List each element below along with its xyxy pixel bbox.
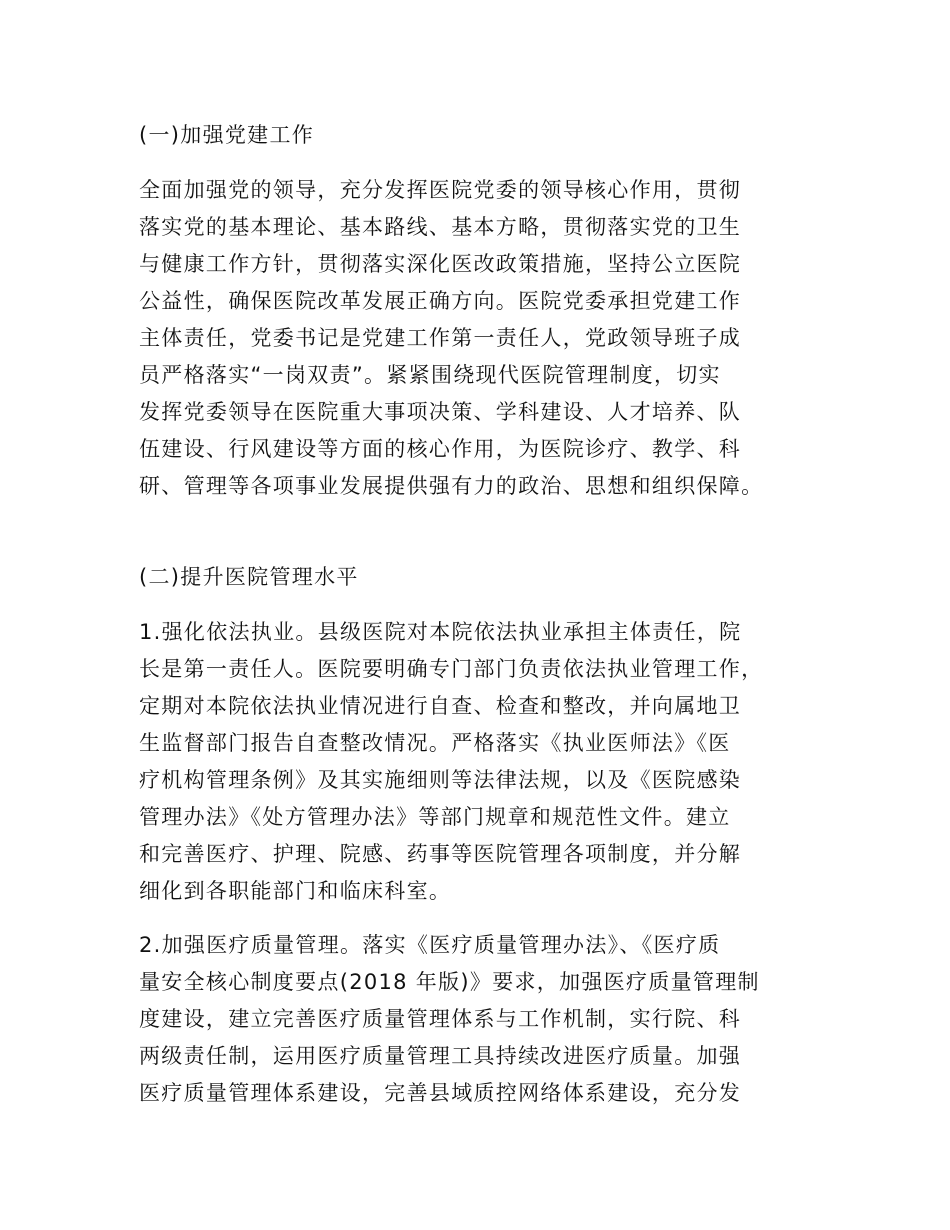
paragraph-line: 2.加强医疗质量管理。落实《医疗质量管理办法》、《医疗质 <box>139 933 721 957</box>
section-heading <box>139 562 839 592</box>
paragraph-line: 生监督部门报告自查整改情况。严格落实《执业医师法》《医 <box>139 731 731 755</box>
paragraph-line: 疗机构管理条例》及其实施细则等法律法规，以及《医院感染 <box>139 768 742 792</box>
paragraph-line: 长是第一责任人。医院要明确专门部门负责依法执业管理工作， <box>139 657 764 681</box>
paragraph-line: 与健康工作方针，贯彻落实深化医改政策措施，坚持公立医院 <box>139 252 742 276</box>
section-heading <box>139 120 839 150</box>
paragraph-line: 医疗质量管理体系建设，完善县域质控网络体系建设，充分发 <box>139 1081 742 1105</box>
paragraph-line: 落实党的基本理论、基本路线、基本方略，贯彻落实党的卫生 <box>139 215 742 239</box>
paragraph <box>139 614 839 910</box>
paragraph-line: 全面加强党的领导，充分发挥医院党委的领导核心作用，贯彻 <box>139 178 742 202</box>
section-heading-text: (二)提升医院管理水平 <box>139 565 359 589</box>
paragraph-line: 研、管理等各项事业发展提供强有力的政治、思想和组织保障。 <box>139 474 764 498</box>
paragraph-line: 管理办法》《处方管理办法》等部门规章和规范性文件。建立 <box>139 805 731 829</box>
section-heading-text: (一)加强党建工作 <box>139 123 315 147</box>
paragraph <box>139 172 839 505</box>
paragraph-line: 员严格落实“一岗双责”。紧紧围绕现代医院管理制度，切实 <box>139 363 721 387</box>
paragraph-line: 定期对本院依法执业情况进行自查、检查和整改，并向属地卫 <box>139 694 742 718</box>
paragraph-line: 量安全核心制度要点(2018 年版)》要求，加强医疗质量管理制 <box>139 970 760 994</box>
paragraph-line: 发挥党委领导在医院重大事项决策、学科建设、人才培养、队 <box>139 400 742 424</box>
paragraph-line: 两级责任制，运用医疗质量管理工具持续改进医疗质量。加强 <box>139 1044 742 1068</box>
paragraph-line: 细化到各职能部门和临床科室。 <box>139 879 452 903</box>
paragraph <box>139 927 839 1112</box>
paragraph-line: 1.强化依法执业。县级医院对本院依法执业承担主体责任，院 <box>139 620 742 644</box>
paragraph-line: 伍建设、行风建设等方面的核心作用，为医院诊疗、教学、科 <box>139 437 742 461</box>
paragraph-line: 主体责任，党委书记是党建工作第一责任人，党政领导班子成 <box>139 326 742 350</box>
paragraph-line: 和完善医疗、护理、院感、药事等医院管理各项制度，并分解 <box>139 842 742 866</box>
paragraph-line: 公益性，确保医院改革发展正确方向。医院党委承担党建工作 <box>139 289 742 313</box>
paragraph-line: 度建设，建立完善医疗质量管理体系与工作机制，实行院、科 <box>139 1007 742 1031</box>
